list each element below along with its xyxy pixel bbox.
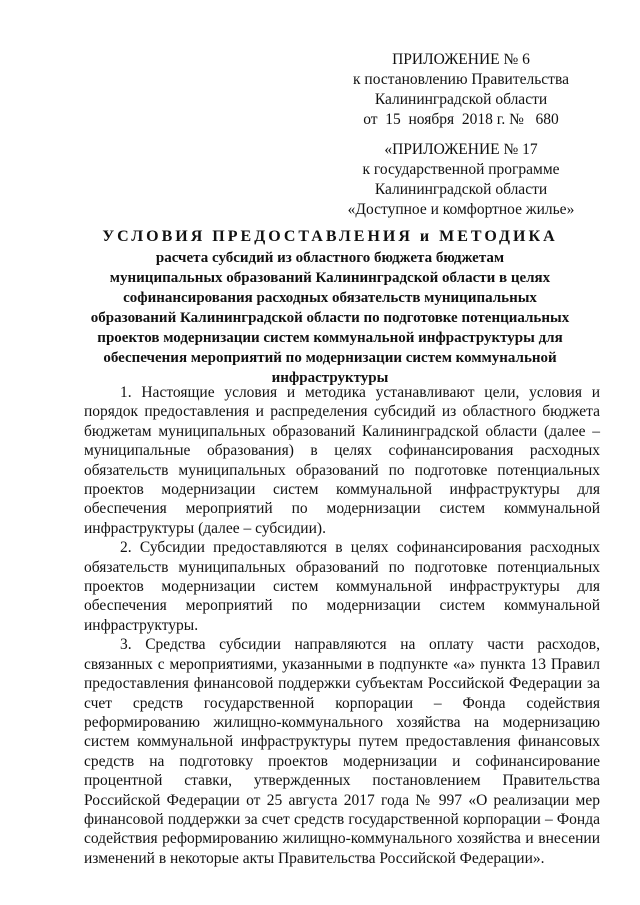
paragraph-3-text: 3. Средства субсидии направляются на оплату части расходов, связанных с мероприятиями, указанными в подпункте «а» пункта 13 Правил предоставления финансовой поддержки субъектам Российской Федерации за счет средств государственной корпорации – Фонда содействия реформированию жилищно-коммунального хозяйства на модернизацию систем коммунальной инфраструктуры путем предоставления финансовых средств на подготовку проектов модернизации и софинансирование процентной ставки, утвержденных постановлением Правительства Российской Федерации от 25 августа 2017 года № 997 «О реализации мер финансовой поддержки за счет средств государственной корпорации – Фонда содействия реформированию жилищно-коммунального хозяйства и внесении изменений в некоторые акты Правительства Российской Федерации». [84, 636, 600, 867]
appendix-17-region: Калининградской области [374, 181, 548, 198]
subtitle-line: расчета субсидий из областного бюджета бюджетам [155, 250, 505, 266]
appendix-17-title: «ПРИЛОЖЕНИЕ № 17 [384, 141, 538, 158]
appendix-6-title: ПРИЛОЖЕНИЕ № 6 [392, 51, 530, 68]
paragraph-2 [84, 538, 600, 635]
paragraph-3 [84, 635, 600, 868]
subtitle-line: обеспечения мероприятий по модернизации систем коммунальной [103, 350, 557, 366]
document-subtitle [60, 248, 600, 388]
document-heading: УСЛОВИЯ ПРЕДОСТАВЛЕНИЯ и МЕТОДИКА [102, 228, 558, 245]
appendix-17-program-name: «Доступное и комфортное жилье» [347, 201, 575, 218]
paragraph-1-text: 1. Настоящие условия и методика устанавливают цели, условия и порядок предоставления и распределения субсидий из областного бюджета бюджетам муниципальных образований Калининградской области (далее – муниципальные образования) в целях софинансирования расходных обязательств муниципальных образований по подготовке потенциальных проектов модернизации систем коммунальной инфраструктуры для обеспечения мероприятий по модернизации систем коммунальной инфраструктуры (далее – субсидии). [84, 384, 600, 537]
document-body [84, 383, 600, 868]
appendix-6-decree-ref: к постановлению Правительства [353, 71, 569, 88]
paragraph-1 [84, 383, 600, 538]
subtitle-line: инфраструктуры [271, 370, 389, 386]
appendix-6-block [330, 50, 592, 130]
subtitle-line: муниципальных образований Калининградской области в целях [109, 270, 551, 286]
appendix-17-program-ref: к государственной программе [362, 161, 560, 178]
appendix-17-block [330, 140, 592, 220]
subtitle-line: образований Калининградской области по подготовке потенциальных [90, 310, 570, 326]
appendix-6-region: Калининградской области [374, 91, 548, 108]
paragraph-2-text: 2. Субсидии предоставляются в целях софинансирования расходных обязательств муниципальных образований по подготовке потенциальных проектов модернизации систем коммунальной инфраструктуры для обеспечения мероприятий по модернизации систем коммунальной инфраструктуры. [84, 539, 600, 634]
subtitle-line: софинансирования расходных обязательств муниципальных [123, 290, 537, 306]
appendix-6-date-number: от 15 ноября 2018 г. № 680 [363, 111, 559, 128]
subtitle-line: проектов модернизации систем коммунальной инфраструктуры для [97, 330, 563, 346]
